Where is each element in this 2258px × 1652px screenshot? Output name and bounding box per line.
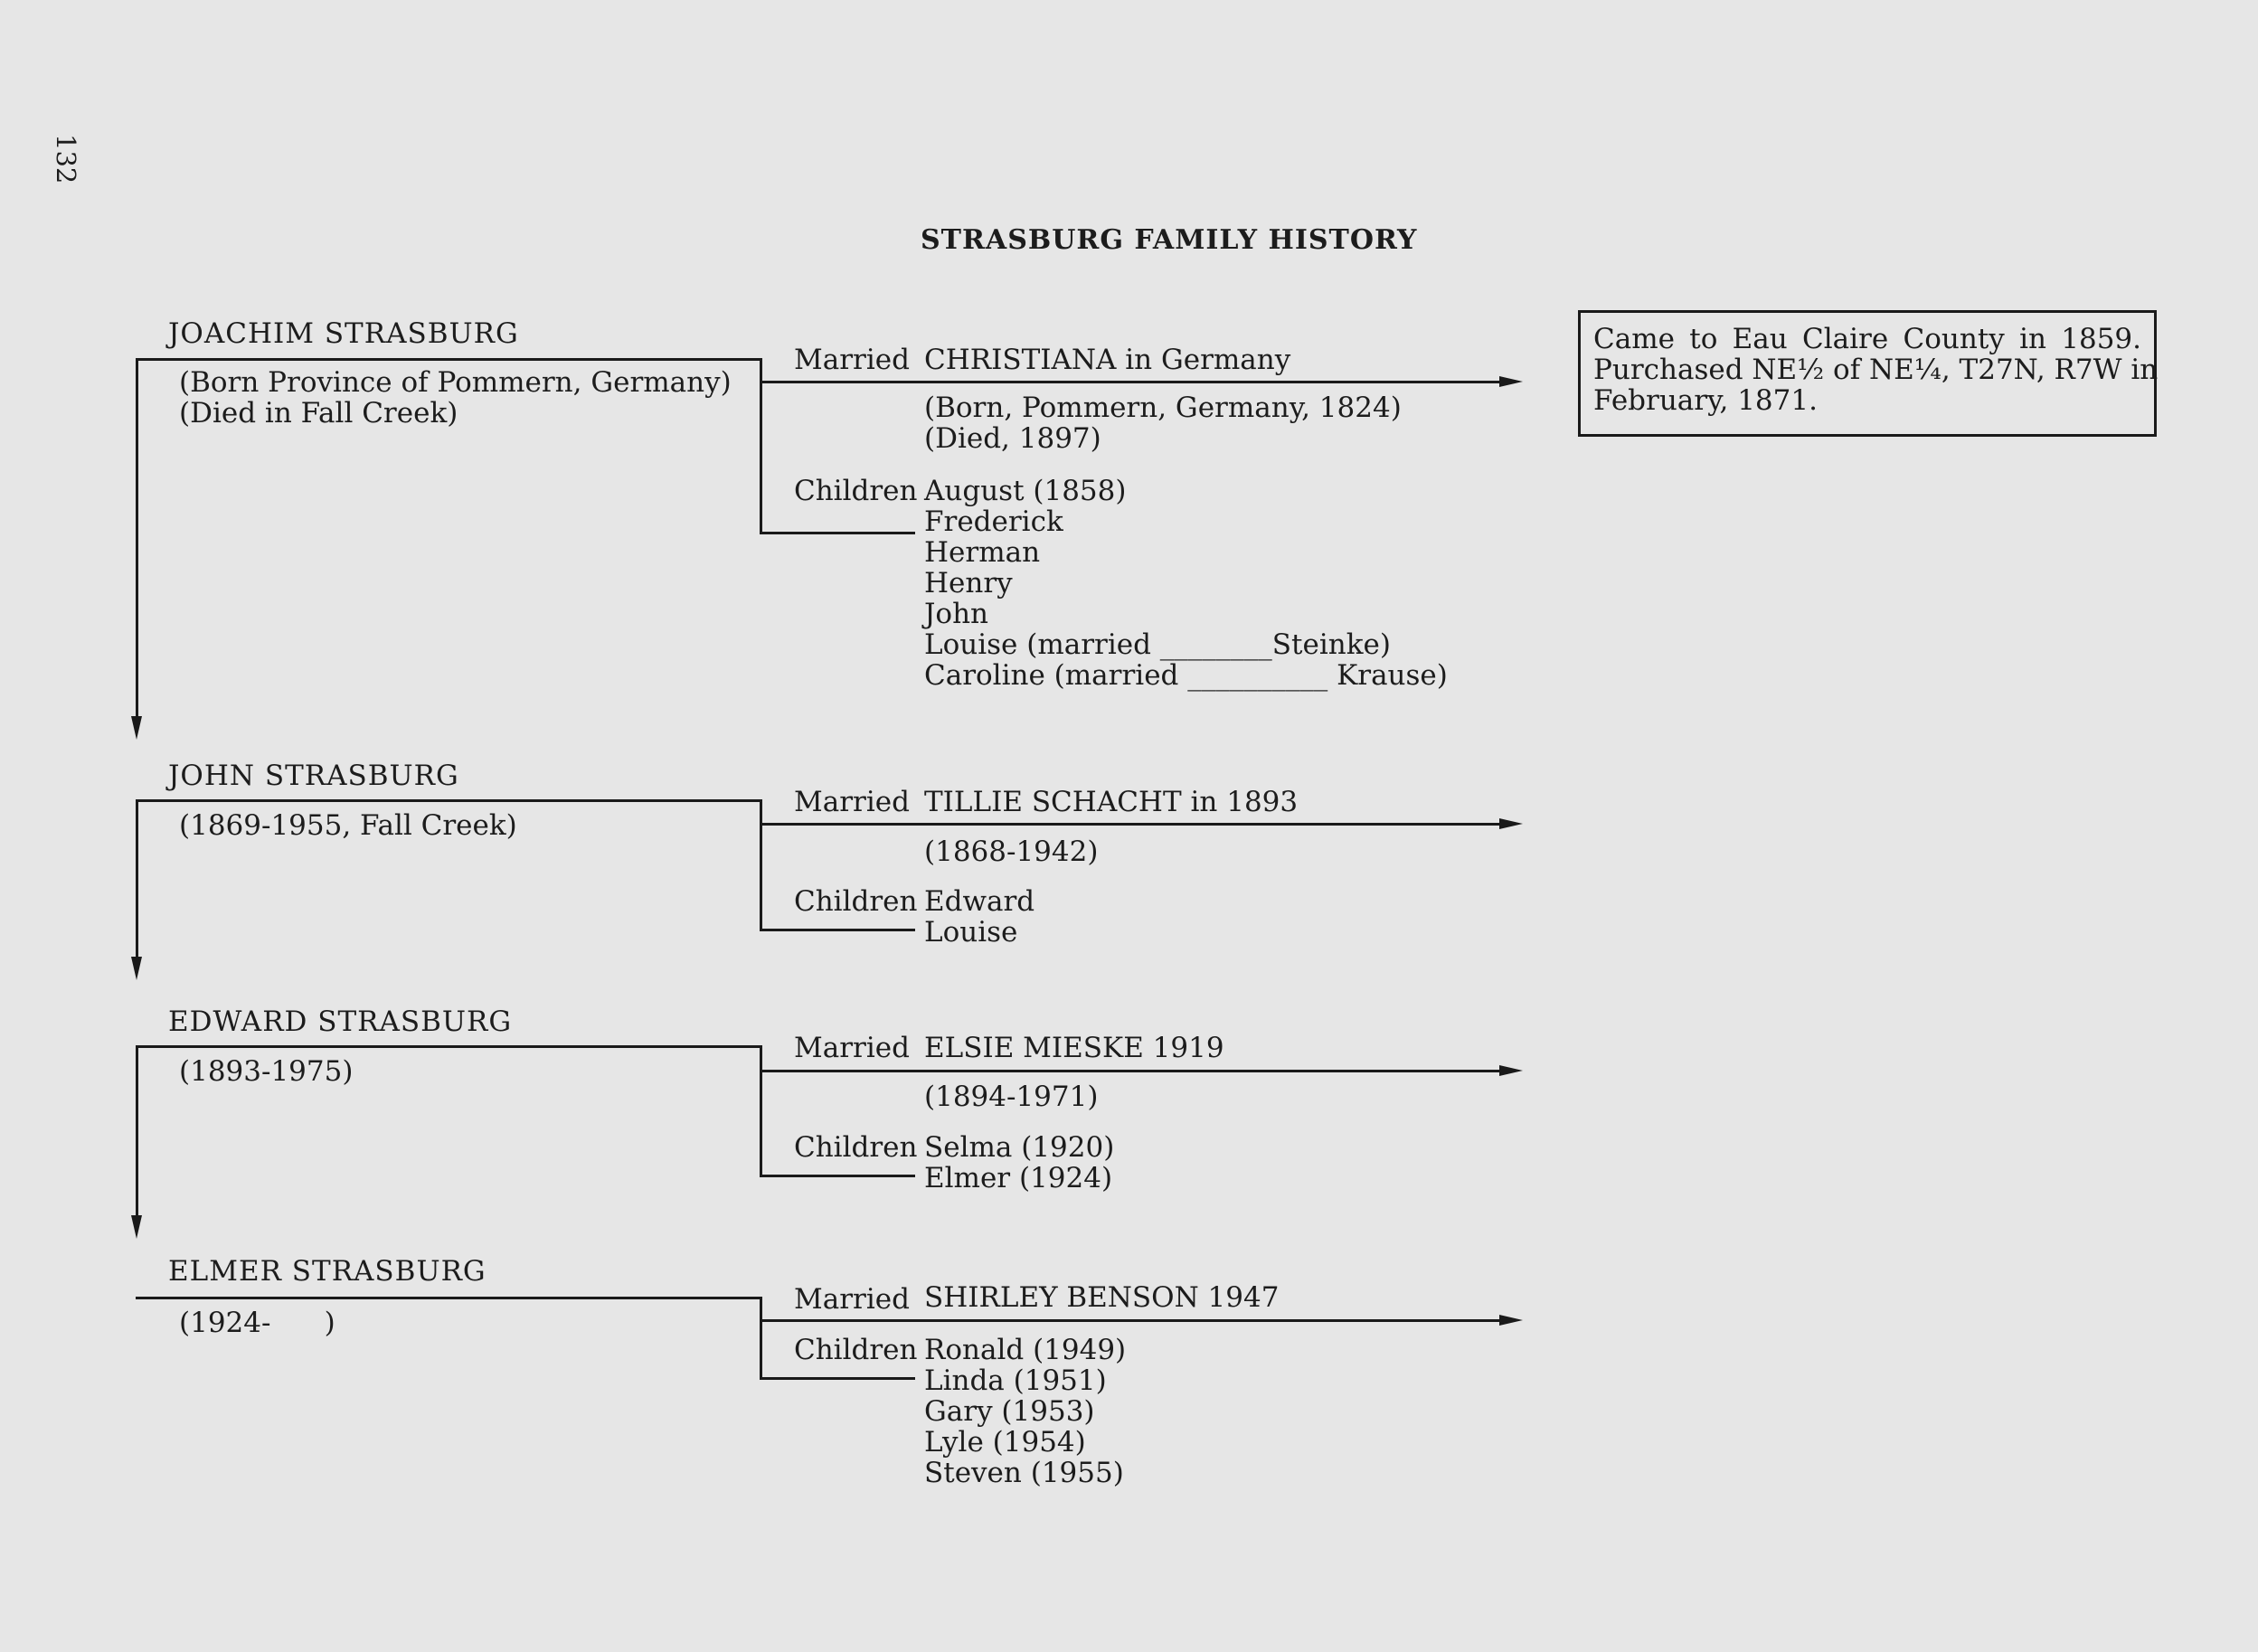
child-item: Ronald (1949) [924, 1334, 1127, 1366]
descent-line [136, 799, 138, 958]
person-detail: (Died in Fall Creek) [179, 397, 458, 430]
children-label: Children [794, 885, 918, 918]
children-line [760, 1377, 915, 1380]
children-list [924, 1132, 1114, 1194]
child-item: Gary (1953) [924, 1395, 1095, 1428]
arrow-down-icon [131, 1215, 142, 1239]
married-label: Married [794, 786, 910, 818]
spouse-name: ELSIE MIESKE 1919 [924, 1032, 1224, 1064]
history-note-box [1578, 310, 2157, 437]
child-item: Lyle (1954) [924, 1426, 1086, 1458]
person-detail: (Born Province of Pommern, Germany) [179, 366, 732, 399]
tree-line [760, 1297, 762, 1380]
arrow-right-icon [1499, 1315, 1523, 1326]
tree-line [136, 1045, 761, 1048]
tree-line [136, 358, 761, 361]
arrow-right-icon [1499, 818, 1523, 829]
spouse-detail: (Born, Pommern, Germany, 1824) [924, 392, 1402, 424]
children-list [924, 1335, 1126, 1488]
person-name: EDWARD STRASBURG [168, 1005, 513, 1038]
children-line [760, 532, 915, 534]
children-line [760, 1175, 915, 1177]
child-item: Herman [924, 536, 1041, 569]
child-item: John [924, 598, 989, 630]
child-item: Linda (1951) [924, 1364, 1107, 1397]
tree-line [760, 358, 762, 533]
child-item: Frederick [924, 505, 1063, 538]
person-name: ELMER STRASBURG [168, 1255, 487, 1288]
page-title: STRASBURG FAMILY HISTORY [921, 224, 1418, 256]
person-detail: (1924- ) [179, 1307, 335, 1339]
spouse-arrow-line [760, 1319, 1501, 1322]
married-label: Married [794, 1032, 910, 1064]
arrow-right-icon [1499, 1065, 1523, 1076]
spouse-detail: (1894-1971) [924, 1081, 1099, 1113]
descent-line [136, 358, 138, 718]
page-number: 132 [51, 134, 81, 184]
children-list [924, 476, 1448, 691]
arrow-down-icon [131, 716, 142, 740]
child-item: Edward [924, 885, 1035, 918]
spouse-arrow-line [760, 381, 1501, 383]
tree-line [760, 1045, 762, 1177]
spouse-name: SHIRLEY BENSON 1947 [924, 1281, 1280, 1314]
child-item: Louise (married ________Steinke) [924, 628, 1391, 661]
children-label: Children [794, 1131, 918, 1164]
tree-line [136, 799, 761, 802]
note-line: Came to Eau Claire County in 1859. [1593, 323, 2141, 355]
children-list [924, 886, 1035, 948]
tree-line [760, 799, 762, 931]
person-name: JOHN STRASBURG [168, 760, 459, 792]
spouse-detail: (1868-1942) [924, 835, 1099, 868]
person-detail: (1893-1975) [179, 1055, 354, 1088]
person-detail: (1869-1955, Fall Creek) [179, 809, 517, 842]
arrow-right-icon [1499, 376, 1523, 387]
tree-line [136, 1297, 761, 1299]
married-label: Married [794, 344, 910, 376]
child-item: Steven (1955) [924, 1457, 1124, 1489]
child-item: Elmer (1924) [924, 1162, 1113, 1194]
child-item: Caroline (married __________ Krause) [924, 659, 1448, 692]
children-label: Children [794, 475, 918, 507]
note-line: Purchased NE½ of NE¼, T27N, R7W in [1593, 354, 2159, 386]
child-item: Henry [924, 567, 1013, 599]
arrow-down-icon [131, 957, 142, 980]
spouse-arrow-line [760, 823, 1501, 826]
child-item: Selma (1920) [924, 1131, 1115, 1164]
spouse-detail: (Died, 1897) [924, 422, 1101, 455]
married-label: Married [794, 1283, 910, 1316]
spouse-name: CHRISTIANA in Germany [924, 344, 1291, 376]
spouse-name: TILLIE SCHACHT in 1893 [924, 786, 1299, 818]
children-line [760, 929, 915, 931]
note-line: February, 1871. [1593, 384, 1818, 417]
child-item: August (1858) [924, 475, 1127, 507]
person-name: JOACHIM STRASBURG [168, 317, 519, 350]
descent-line [136, 1045, 138, 1217]
spouse-arrow-line [760, 1070, 1501, 1072]
children-label: Children [794, 1334, 918, 1366]
child-item: Louise [924, 916, 1018, 949]
